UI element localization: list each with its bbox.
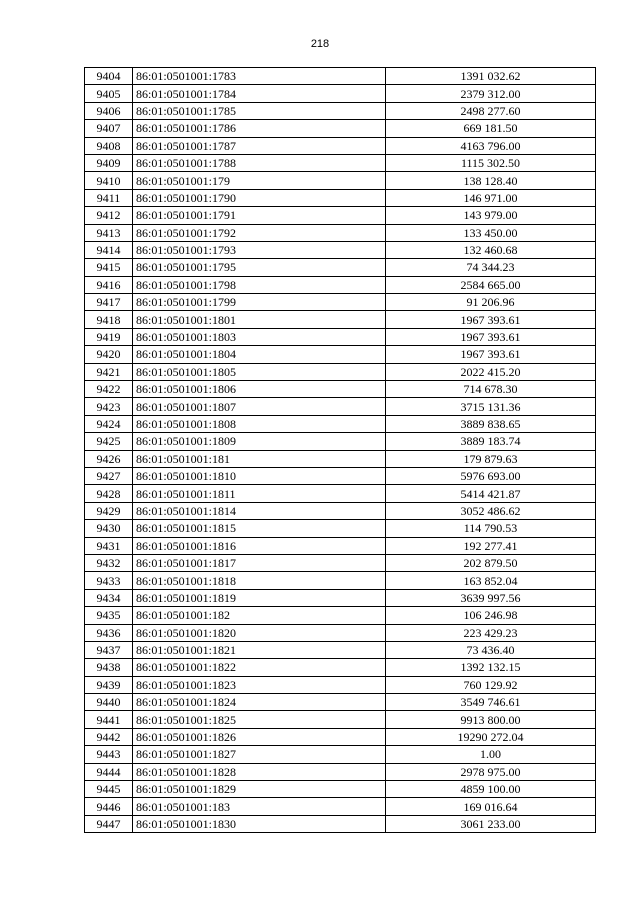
table-row: [85, 728, 596, 745]
cadastral-number: 86:01:0501001:1792: [133, 224, 386, 241]
cadastral-value: 5976 693.00: [386, 467, 596, 484]
cadastral-value: 133 450.00: [386, 224, 596, 241]
cadastral-number: 86:01:0501001:1819: [133, 589, 386, 606]
row-number: 9422: [85, 381, 133, 398]
row-number: 9423: [85, 398, 133, 415]
row-number: 9420: [85, 346, 133, 363]
cadastral-number: 86:01:0501001:1821: [133, 641, 386, 658]
cadastral-number: 86:01:0501001:1807: [133, 398, 386, 415]
cadastral-value: 179 879.63: [386, 450, 596, 467]
cadastral-number: 86:01:0501001:1791: [133, 207, 386, 224]
table-row: [85, 120, 596, 137]
cadastral-number: 86:01:0501001:1826: [133, 728, 386, 745]
table-row: [85, 276, 596, 293]
cadastral-number: 86:01:0501001:1793: [133, 241, 386, 258]
row-number: 9416: [85, 276, 133, 293]
cadastral-number: 86:01:0501001:1820: [133, 624, 386, 641]
table-row: [85, 189, 596, 206]
cadastral-value: 3639 997.56: [386, 589, 596, 606]
cadastral-value: 73 436.40: [386, 641, 596, 658]
row-number: 9446: [85, 798, 133, 815]
row-number: 9408: [85, 137, 133, 154]
table-row: [85, 363, 596, 380]
table-row: [85, 502, 596, 519]
table-row: [85, 311, 596, 328]
table-row: [85, 450, 596, 467]
row-number: 9411: [85, 189, 133, 206]
row-number: 9409: [85, 154, 133, 171]
table-row: [85, 294, 596, 311]
cadastral-number: 86:01:0501001:1799: [133, 294, 386, 311]
row-number: 9419: [85, 328, 133, 345]
table-row: [85, 137, 596, 154]
cadastral-number: 86:01:0501001:1795: [133, 259, 386, 276]
table-body: [85, 68, 596, 833]
cadastral-value: 163 852.04: [386, 572, 596, 589]
cadastral-value: 4163 796.00: [386, 137, 596, 154]
table-row: [85, 589, 596, 606]
cadastral-value: 2978 975.00: [386, 763, 596, 780]
cadastral-number: 86:01:0501001:1801: [133, 311, 386, 328]
table-row: [85, 537, 596, 554]
cadastral-number: 86:01:0501001:1824: [133, 694, 386, 711]
cadastral-number: 86:01:0501001:1829: [133, 781, 386, 798]
row-number: 9418: [85, 311, 133, 328]
cadastral-number: 86:01:0501001:1803: [133, 328, 386, 345]
cadastral-number: 86:01:0501001:1822: [133, 659, 386, 676]
cadastral-value: 192 277.41: [386, 537, 596, 554]
row-number: 9439: [85, 676, 133, 693]
row-number: 9437: [85, 641, 133, 658]
table-row: [85, 433, 596, 450]
cadastral-number: 86:01:0501001:1814: [133, 502, 386, 519]
cadastral-number: 86:01:0501001:1818: [133, 572, 386, 589]
row-number: 9447: [85, 815, 133, 832]
cadastral-number: 86:01:0501001:181: [133, 450, 386, 467]
row-number: 9406: [85, 102, 133, 119]
cadastral-value: 9913 800.00: [386, 711, 596, 728]
row-number: 9412: [85, 207, 133, 224]
table-row: [85, 694, 596, 711]
row-number: 9421: [85, 363, 133, 380]
cadastral-value: 3889 838.65: [386, 415, 596, 432]
row-number: 9441: [85, 711, 133, 728]
row-number: 9438: [85, 659, 133, 676]
cadastral-number: 86:01:0501001:1816: [133, 537, 386, 554]
cadastral-number: 86:01:0501001:1827: [133, 746, 386, 763]
cadastral-value: 143 979.00: [386, 207, 596, 224]
cadastral-value: 106 246.98: [386, 607, 596, 624]
table-row: [85, 154, 596, 171]
row-number: 9407: [85, 120, 133, 137]
cadastral-value: 3549 746.61: [386, 694, 596, 711]
row-number: 9435: [85, 607, 133, 624]
cadastral-value: 2022 415.20: [386, 363, 596, 380]
row-number: 9433: [85, 572, 133, 589]
row-number: 9443: [85, 746, 133, 763]
table-row: [85, 798, 596, 815]
cadastral-number: 86:01:0501001:1808: [133, 415, 386, 432]
cadastral-number: 86:01:0501001:1785: [133, 102, 386, 119]
table-row: [85, 520, 596, 537]
cadastral-number: 86:01:0501001:1823: [133, 676, 386, 693]
row-number: 9431: [85, 537, 133, 554]
cadastral-number: 86:01:0501001:179: [133, 172, 386, 189]
cadastral-number: 86:01:0501001:1783: [133, 68, 386, 85]
cadastral-number: 86:01:0501001:1811: [133, 485, 386, 502]
cadastral-value: 169 016.64: [386, 798, 596, 815]
table-row: [85, 572, 596, 589]
table-row: [85, 259, 596, 276]
cadastral-number: 86:01:0501001:1817: [133, 554, 386, 571]
table-row: [85, 676, 596, 693]
cadastral-value: 1967 393.61: [386, 328, 596, 345]
row-number: 9410: [85, 172, 133, 189]
cadastral-number: 86:01:0501001:1830: [133, 815, 386, 832]
cadastral-number: 86:01:0501001:1815: [133, 520, 386, 537]
cadastral-value: 5414 421.87: [386, 485, 596, 502]
row-number: 9413: [85, 224, 133, 241]
row-number: 9445: [85, 781, 133, 798]
table-row: [85, 172, 596, 189]
cadastral-value: 132 460.68: [386, 241, 596, 258]
table-row: [85, 241, 596, 258]
cadastral-value: 2379 312.00: [386, 85, 596, 102]
row-number: 9425: [85, 433, 133, 450]
cadastral-value: 3061 233.00: [386, 815, 596, 832]
table-row: [85, 328, 596, 345]
cadastral-number: 86:01:0501001:1804: [133, 346, 386, 363]
table-row: [85, 102, 596, 119]
cadastral-value: 202 879.50: [386, 554, 596, 571]
cadastral-value: 138 128.40: [386, 172, 596, 189]
cadastral-value: 2498 277.60: [386, 102, 596, 119]
row-number: 9442: [85, 728, 133, 745]
page-number: 218: [310, 38, 330, 50]
cadastral-value: 19290 272.04: [386, 728, 596, 745]
row-number: 9426: [85, 450, 133, 467]
table-row: [85, 485, 596, 502]
cadastral-number: 86:01:0501001:1809: [133, 433, 386, 450]
cadastral-value: 223 429.23: [386, 624, 596, 641]
cadastral-number: 86:01:0501001:1805: [133, 363, 386, 380]
cadastral-value: 2584 665.00: [386, 276, 596, 293]
cadastral-value: 714 678.30: [386, 381, 596, 398]
table-row: [85, 781, 596, 798]
row-number: 9417: [85, 294, 133, 311]
cadastral-number: 86:01:0501001:1810: [133, 467, 386, 484]
cadastral-number: 86:01:0501001:183: [133, 798, 386, 815]
cadastral-value: 1967 393.61: [386, 346, 596, 363]
table-row: [85, 467, 596, 484]
cadastral-value: 114 790.53: [386, 520, 596, 537]
row-number: 9440: [85, 694, 133, 711]
row-number: 9404: [85, 68, 133, 85]
table-row: [85, 207, 596, 224]
cadastral-value: 4859 100.00: [386, 781, 596, 798]
cadastral-value: 3052 486.62: [386, 502, 596, 519]
cadastral-number: 86:01:0501001:1788: [133, 154, 386, 171]
row-number: 9430: [85, 520, 133, 537]
cadastral-value: 3889 183.74: [386, 433, 596, 450]
cadastral-value: 1.00: [386, 746, 596, 763]
row-number: 9427: [85, 467, 133, 484]
table-row: [85, 415, 596, 432]
row-number: 9436: [85, 624, 133, 641]
table-row: [85, 624, 596, 641]
table-row: [85, 746, 596, 763]
table-row: [85, 659, 596, 676]
table-row: [85, 763, 596, 780]
cadastral-number: 86:01:0501001:1828: [133, 763, 386, 780]
cadastral-number: 86:01:0501001:1790: [133, 189, 386, 206]
table-row: [85, 224, 596, 241]
table-row: [85, 607, 596, 624]
cadastral-value: 1115 302.50: [386, 154, 596, 171]
row-number: 9424: [85, 415, 133, 432]
cadastral-number: 86:01:0501001:1786: [133, 120, 386, 137]
cadastral-value: 760 129.92: [386, 676, 596, 693]
table-row: [85, 85, 596, 102]
table-row: [85, 398, 596, 415]
cadastral-value: 74 344.23: [386, 259, 596, 276]
row-number: 9434: [85, 589, 133, 606]
row-number: 9429: [85, 502, 133, 519]
cadastral-value: 91 206.96: [386, 294, 596, 311]
cadastral-value: 669 181.50: [386, 120, 596, 137]
table-row: [85, 815, 596, 832]
cadastral-value: 1391 032.62: [386, 68, 596, 85]
cadastral-number: 86:01:0501001:1798: [133, 276, 386, 293]
cadastral-value: 1392 132.15: [386, 659, 596, 676]
cadastral-number: 86:01:0501001:1825: [133, 711, 386, 728]
cadastral-value: 1967 393.61: [386, 311, 596, 328]
cadastral-number: 86:01:0501001:182: [133, 607, 386, 624]
cadastral-value: 3715 131.36: [386, 398, 596, 415]
cadastral-value: 146 971.00: [386, 189, 596, 206]
row-number: 9414: [85, 241, 133, 258]
cadastral-number: 86:01:0501001:1784: [133, 85, 386, 102]
cadastral-number: 86:01:0501001:1806: [133, 381, 386, 398]
table-row: [85, 554, 596, 571]
table-row: [85, 641, 596, 658]
table-row: [85, 711, 596, 728]
cadastral-number: 86:01:0501001:1787: [133, 137, 386, 154]
row-number: 9428: [85, 485, 133, 502]
row-number: 9415: [85, 259, 133, 276]
table-row: [85, 68, 596, 85]
row-number: 9405: [85, 85, 133, 102]
cadastral-value-table: [84, 67, 596, 833]
table-row: [85, 381, 596, 398]
row-number: 9432: [85, 554, 133, 571]
table-row: [85, 346, 596, 363]
row-number: 9444: [85, 763, 133, 780]
